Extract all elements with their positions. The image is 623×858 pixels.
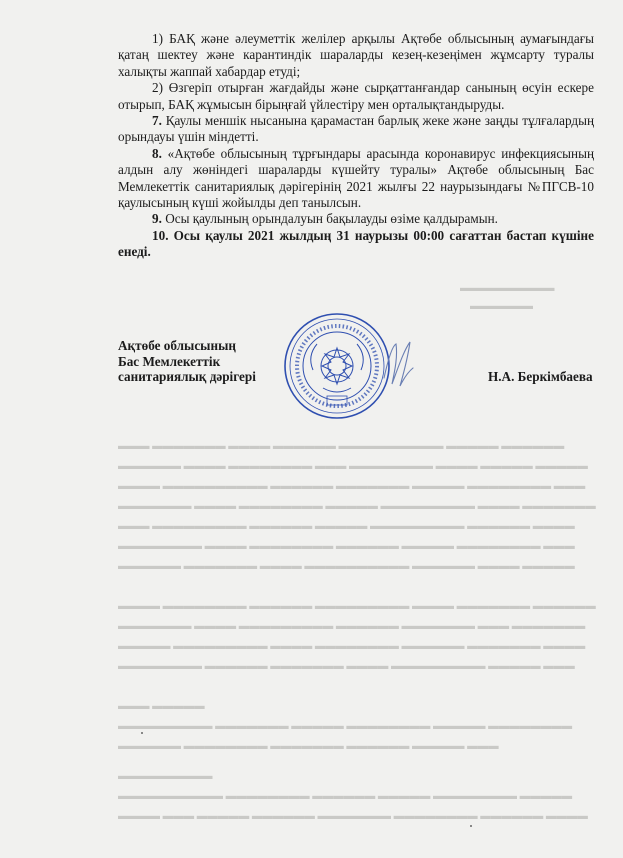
signatory-name: Н.А. Беркімбаева xyxy=(488,369,593,384)
paragraph-10-text: 10. Осы қаулы 2021 жылдың 31 наурызы 00:00 сағаттан бастап күшіне енеді. xyxy=(118,227,594,260)
paper-speck xyxy=(470,825,472,827)
paragraph-8-text: «Ақтөбе облысының тұрғындары арасында коронавирус инфекциясының алдын алу жөніндегі шараларды күшейту туралы» Ақтөбе облысының Бас Мемлекеттік санитариялық дәрігерінің 2021 жылғы 22 наурызындағы №ПГСВ-10 қаулысының күші жойылды деп танылсын. xyxy=(118,145,595,211)
paragraph-8-number: 8. xyxy=(152,145,162,161)
paragraph-item-1: 1) БАҚ және әлеуметтік желілер арқылы Ақтөбе облысының аумағындағы қатаң шектеу және карантиндік шараларды кезең-кезеңімен жұмсарту туралы халықты жаппай хабардар етуді; xyxy=(118,31,594,79)
decree-body xyxy=(118,31,594,261)
paragraph-item-2: 2) Өзгеріп отырған жағдайды және сырқаттанғандар санының өсуін ескере отырып, БАҚ жұмысын бірыңғай үйлестіру мен орталықтандыруды. xyxy=(118,80,594,112)
paragraph-8 xyxy=(118,146,594,212)
handwritten-signature-icon xyxy=(380,338,416,390)
paragraph-7-number: 7. xyxy=(152,113,162,129)
paragraph-9-text: Осы қаулының орындалуын бақылауды өзіме қалдырамын. xyxy=(165,211,498,227)
official-seal-icon xyxy=(283,312,391,420)
paragraph-9 xyxy=(118,211,594,227)
paragraph-10 xyxy=(118,228,594,261)
signature-title-line3: санитариялық дәрігері xyxy=(118,369,256,384)
paragraph-7-text: Қаулы меншік нысанына қарамастан барлық жеке және заңды тұлғалардың орындауы үшін міндетті. xyxy=(118,113,594,145)
signature-title-line1: Ақтөбе облысының xyxy=(118,338,236,353)
signature-title-line2: Бас Мемлекеттік xyxy=(118,353,221,369)
paper-speck xyxy=(141,732,143,734)
paragraph-7 xyxy=(118,113,594,146)
document-page: ▬▬▬ ▬▬▬▬▬▬▬ ▬▬▬▬ ▬▬▬▬▬▬ ▬▬▬▬▬▬▬▬▬▬ ▬▬▬▬▬ ▬▬▬▬▬▬ ▬▬▬▬▬▬ ▬▬▬▬ ▬▬▬▬▬▬▬▬ ▬▬▬ ▬▬▬▬▬▬▬▬ ▬▬▬▬ ▬▬▬▬▬ ▬▬▬▬▬ ▬▬▬▬ ▬▬▬▬▬▬▬▬▬▬ ▬▬▬▬▬▬ ▬▬▬▬▬▬▬ ▬▬▬▬▬ ▬▬▬▬▬▬▬▬ ▬▬▬ ▬▬▬▬▬▬▬ ▬▬▬▬ ▬▬▬▬▬▬▬▬ ▬▬▬▬▬ ▬▬▬▬▬▬▬▬▬ ▬▬▬▬ ▬▬▬▬▬▬▬ ▬▬▬ ▬▬▬▬▬▬▬▬▬ ▬▬▬▬▬▬ ▬▬▬▬▬ ▬▬▬▬▬▬▬▬▬ ▬▬▬▬▬▬ ▬▬▬▬ ▬▬▬▬▬▬▬▬ ▬▬▬▬ ▬▬▬▬▬▬▬▬ ▬▬▬▬▬▬ ▬▬▬▬▬ ▬▬▬▬▬▬▬▬ ▬▬▬ ▬▬▬▬▬▬ ▬▬▬▬▬▬▬ ▬▬▬▬ ▬▬▬▬▬▬▬▬▬▬ ▬▬▬▬▬▬ ▬▬▬▬ ▬▬▬▬▬ ▬▬▬▬ ▬▬▬▬▬▬▬▬ ▬▬▬▬▬▬ ▬▬▬▬▬▬▬▬▬ ▬▬▬▬ ▬▬▬▬▬▬▬ ▬▬▬▬▬▬ ▬▬▬▬▬▬▬ ▬▬▬▬ ▬▬▬▬▬▬▬▬▬ ▬▬▬▬▬▬ ▬▬▬▬▬▬▬ ▬▬▬ ▬▬▬▬▬▬▬ ▬▬▬▬▬ ▬▬▬▬▬▬▬▬▬ ▬▬▬▬ ▬▬▬▬▬▬▬▬ ▬▬▬▬▬▬ ▬▬▬▬▬▬▬ ▬▬▬▬ ▬▬▬▬▬▬▬▬ ▬▬▬▬▬▬ ▬▬▬▬▬▬▬ ▬▬▬▬ ▬▬▬▬▬▬▬▬▬ ▬▬▬▬▬ ▬▬▬ ▬▬▬ ▬▬▬▬▬ ▬▬▬▬▬▬▬▬▬ ▬▬▬▬▬▬▬ ▬▬▬▬▬ ▬▬▬▬▬▬▬▬ ▬▬▬▬▬ ▬▬▬▬▬▬▬▬ ▬▬▬▬▬▬ ▬▬▬▬▬▬▬▬ ▬▬▬▬▬▬▬ ▬▬▬▬▬▬ ▬▬▬▬▬ ▬▬▬ ▬▬▬▬▬▬▬▬▬ ▬▬▬▬▬▬▬▬▬▬ ▬▬▬▬▬▬▬▬ ▬▬▬▬▬▬ ▬▬▬▬▬ ▬▬▬▬▬▬▬▬ ▬▬▬▬▬ ▬▬▬▬ ▬▬▬ ▬▬▬▬▬ ▬▬▬▬▬▬ ▬▬▬▬▬▬▬ ▬▬▬▬▬▬▬▬ ▬▬▬▬▬▬ ▬▬▬▬ ▬▬▬▬▬▬▬▬▬ ▬▬▬▬▬▬ 1) БАҚ және әлеуметтік желілер арқылы Ақтөбе облысының аумағындағы қатаң шектеу және карантиндік шараларды кезең-кезеңімен жұмсарту туралы халықты жаппай хабардар етуді; 2) Өзгеріп отырған жағдайды және сырқаттанғандар санының өсуін ескере отырып, БАҚ жұмысын бірыңғай үйлестіру мен орталықтандыруды. 7. Қаулы меншік нысанына қарамастан барлық жеке және заңды тұлғалардың орындауы үшін міндетті. 8. «Ақтөбе облысының тұрғындары арасында коронавирус инфекциясының алдын алу жөніндегі шараларды күшейту туралы» Ақтөбе облысының Бас Мемлекеттік санитариялық дәрігерінің 2021 жылғы 22 наурызындағы №ПГСВ-10 қаулысының күші жойылды деп танылсын. 9. Осы қаулының орындалуын бақылауды өзіме қалдырамын. 10. Осы қаулы 2021 жылдың 31 наурызы 00:00 сағаттан бастап күшіне енеді. Ақтөбе облысының Бас Мемлекеттік санитариялық дәрігері Н.А. Беркімбаева xyxy=(0,0,623,858)
paragraph-9-number: 9. xyxy=(152,211,162,227)
